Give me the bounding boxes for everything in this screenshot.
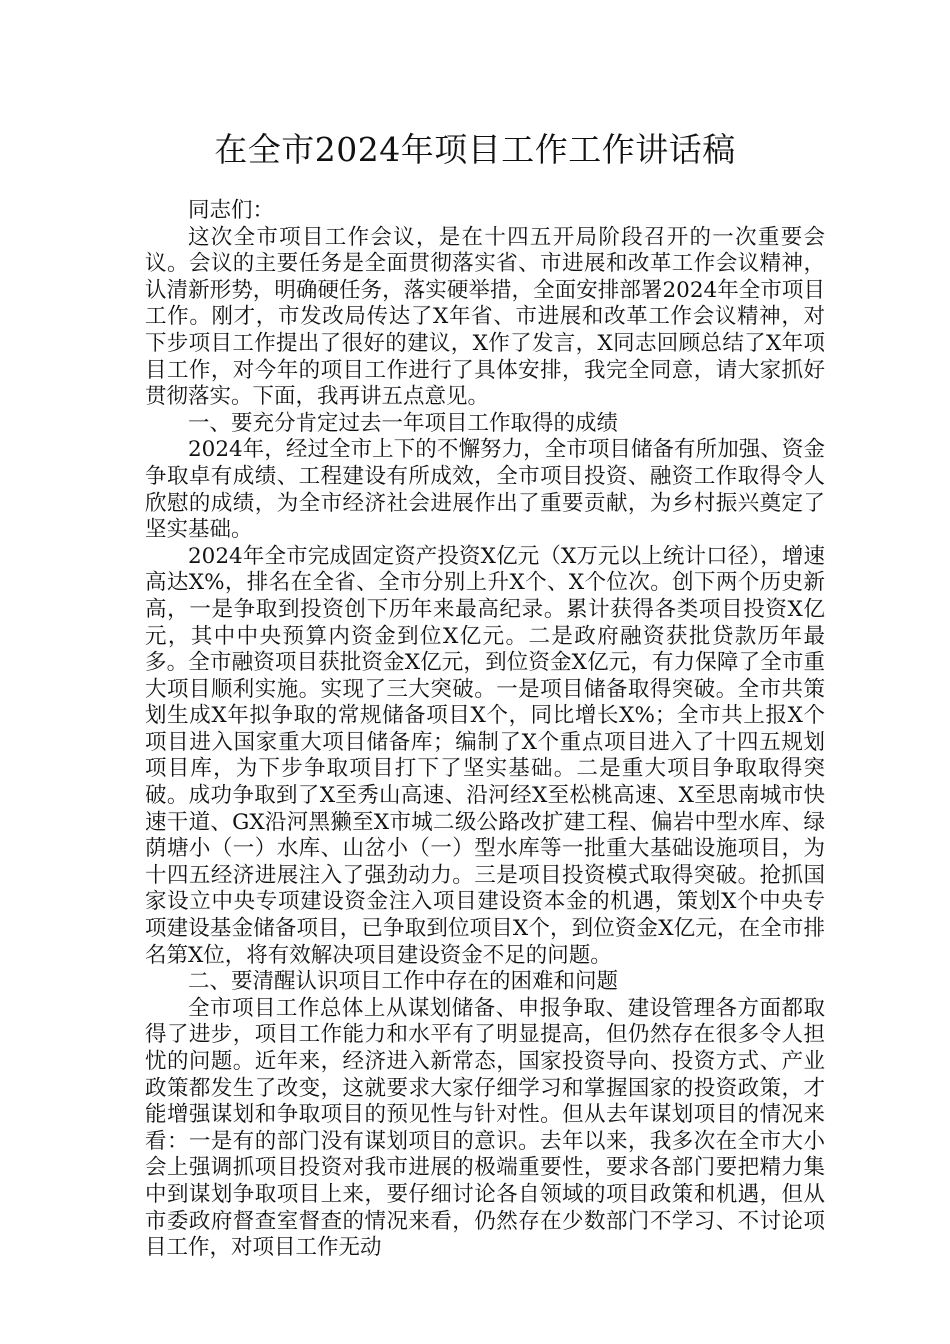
section-heading-2: 二、要清醒认识项目工作中存在的困难和问题 xyxy=(188,969,619,995)
section-heading-1: 一、要充分肯定过去一年项目工作取得的成绩 xyxy=(188,410,619,436)
document-title: 在全市2024年项目工作工作讲话稿 xyxy=(214,130,736,169)
document-body xyxy=(145,198,825,1262)
body-paragraph: 2024年全市完成固定资产投资X亿元（X万元以上统计口径），增速高达X%，排名在全省、全市分别上升X个、X个位次。创下两个历史新高，一是争取到投资创下历年来最高纪录。累计获得各类项目投资X亿元，其中中央预算内资金到位X亿元。二是政府融资获批贷款历年最多。全市融资项目获批资金X亿元，到位资金X亿元，有力保障了全市重大项目顺利实施。实现了三大突破。一是项目储备取得突破。全市共策划生成X年拟争取的常规储备项目X个，同比增长X%；全市共上报X个项目进入国家重大项目储备库；编制了X个重点项目进入了十四五规划项目库，为下步争取项目打下了坚实基础。二是重大项目争取取得突破。成功争取到了X至秀山高速、沿河经X至松桃高速、X至思南城市快速干道、GX沿河黑獭至X市城二级公路改扩建工程、偏岩中型水库、绿荫塘小（一）水库、山岔小（一）型水库等一批重大基础设施项目，为十四五经济进展注入了强劲动力。三是项目投资模式取得突破。抢抓国家设立中央专项建设资金注入项目建设资本金的机遇，策划X个中央专项建设基金储备项目，已争取到位项目X个，到位资金X亿元，在全市排名第X位，将有效解决项目建设资金不足的问题。 xyxy=(145,543,825,968)
body-paragraph: 2024年，经过全市上下的不懈努力，全市项目储备有所加强、资金争取卓有成绩、工程建设有所成效，全市项目投资、融资工作取得令人欣慰的成绩，为全市经济社会进展作出了重要贡献，为乡村振兴奠定了坚实基础。 xyxy=(145,437,825,543)
salutation-paragraph: 同志们： xyxy=(188,198,275,223)
intro-paragraph: 这次全市项目工作会议，是在十四五开局阶段召开的一次重要会议。会议的主要任务是全面贯彻落实省、市进展和改革工作会议精神，认清新形势，明确硬任务，落实硬举措，全面安排部署2024年全市项目工作。刚才，市发改局传达了X年省、市进展和改革工作会议精神，对下步项目工作提出了很好的建议，X作了发言，X同志回顾总结了X年项目工作，对今年的项目工作进行了具体安排，我完全同意，请大家抓好贯彻落实。下面，我再讲五点意见。 xyxy=(145,224,825,410)
body-paragraph: 全市项目工作总体上从谋划储备、申报争取、建设管理各方面都取得了进步，项目工作能力和水平有了明显提高，但仍然存在很多令人担忧的问题。近年来，经济进入新常态，国家投资导向、投资方式、产业政策都发生了改变，这就要求大家仔细学习和掌握国家的投资政策，才能增强谋划和争取项目的预见性与针对性。但从去年谋划项目的情况来看：一是有的部门没有谋划项目的意识。去年以来，我多次在全市大小会上强调抓项目投资对我市进展的极端重要性，要求各部门要把精力集中到谋划争取项目上来，要仔细讨论各自领域的项目政策和机遇，但从市委政府督查室督查的情况来看，仍然存在少数部门不学习、不讨论项目工作，对项目工作无动 xyxy=(145,995,825,1261)
